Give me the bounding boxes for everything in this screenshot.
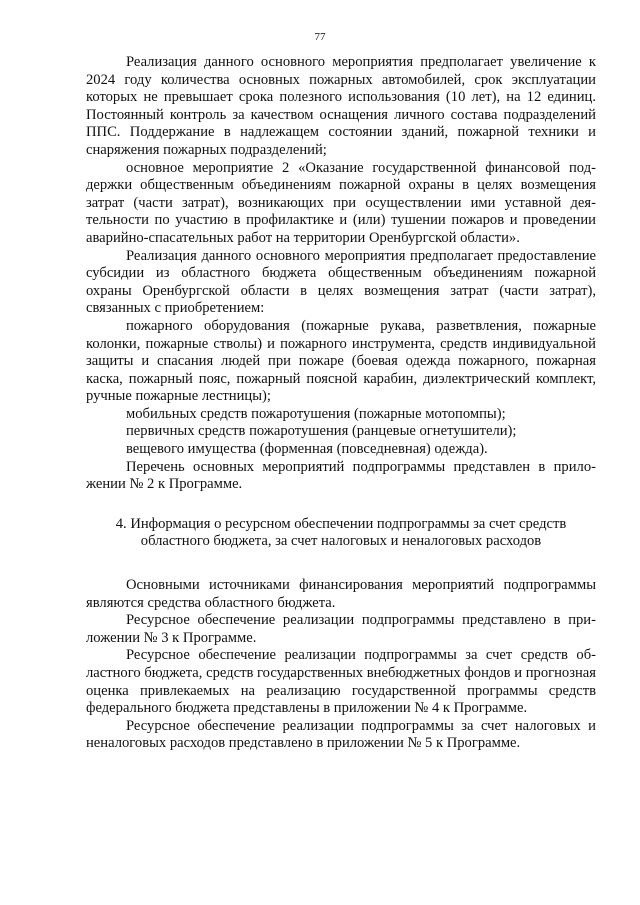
paragraph-funding-sources: Основными источниками финансирования мероприятий подпрограммы являются средства областного бюджета.	[86, 577, 596, 611]
list-item-clothing: вещевого имущества (форменная (повседневная) одежда).	[126, 441, 488, 458]
page-number: 77	[314, 31, 326, 43]
document-body	[86, 54, 596, 753]
paragraph-appendix-5: Ресурсное обеспечение реализации подпрограммы за счет налоговых и неналоговых расходов представлено в приложении № 5 к Программе.	[86, 717, 596, 752]
list-item-fire-equipment: пожарного оборудования (пожарные рукава, разветвления, пожарные колонки, пожарные стволы) и пожарного инструмента, средств индивидуальной защиты и спасания людей при пожаре (боевая одежда пожарного, пожарная каска, пожарный пояс, пожарный поясной карабин, диэлектрический комплект, ручные пожарные лестницы);	[86, 317, 596, 405]
list-item-primary-extinguishing: первичных средств пожаротушения (ранцевые огнетушители);	[126, 423, 517, 440]
section-4-heading-line-1: 4. Информация о ресурсном обеспечении подпрограммы за счет средств	[115, 515, 567, 532]
list-item-mobile-extinguishing: мобильных средств пожаротушения (пожарные мотопомпы);	[126, 405, 506, 422]
paragraph-main-activity-2: основное мероприятие 2 «Оказание государственной финансовой поддержки общественным объединениям пожарной охраны в целях возмещения затрат (части затрат), возникающих при осуществлении ими уставной деятельности по участию в профилактике и (или) тушении пожаров и проведении аварийно-спасательных работ на территории Оренбургской области».	[86, 159, 596, 246]
section-4-heading-line-2: областного бюджета, за счет налоговых и неналоговых расходов	[140, 533, 542, 550]
section-4-heading	[86, 516, 596, 551]
paragraph-appendix-3: Ресурсное обеспечение реализации подпрограммы представлено в приложении № 3 к Программе.	[86, 612, 596, 646]
paragraph-vehicles-increase: Реализация данного основного мероприятия предполагает увеличение к 2024 году количества основных пожарных автомобилей, срок эксплуатации которых не превышает срока полезного использования (10 лет), на 12 единиц. Постоянный контроль за качеством оснащения личного состава подразделений ППС. Поддержание в надлежащем состоянии зданий, пожарной техники и снаряжения пожарных подразделений;	[86, 54, 596, 158]
paragraph-subsidy-provision: Реализация данного основного мероприятия предполагает предоставление субсидии из областного бюджета общественным объединениям пожарной охраны Оренбургской области в целях возмещения затрат (части затрат), связанных с приобретением:	[86, 247, 596, 317]
paragraph-activities-list-reference: Перечень основных мероприятий подпрограммы представлен в приложении № 2 к Программе.	[86, 458, 596, 493]
paragraph-appendix-4: Ресурсное обеспечение реализации подпрограммы за счет средств областного бюджета, средств государственных внебюджетных фондов и прогнозная оценка привлекаемых на реализацию государственной программы средств федерального бюджета представлены в приложении № 4 к Программе.	[86, 647, 596, 717]
